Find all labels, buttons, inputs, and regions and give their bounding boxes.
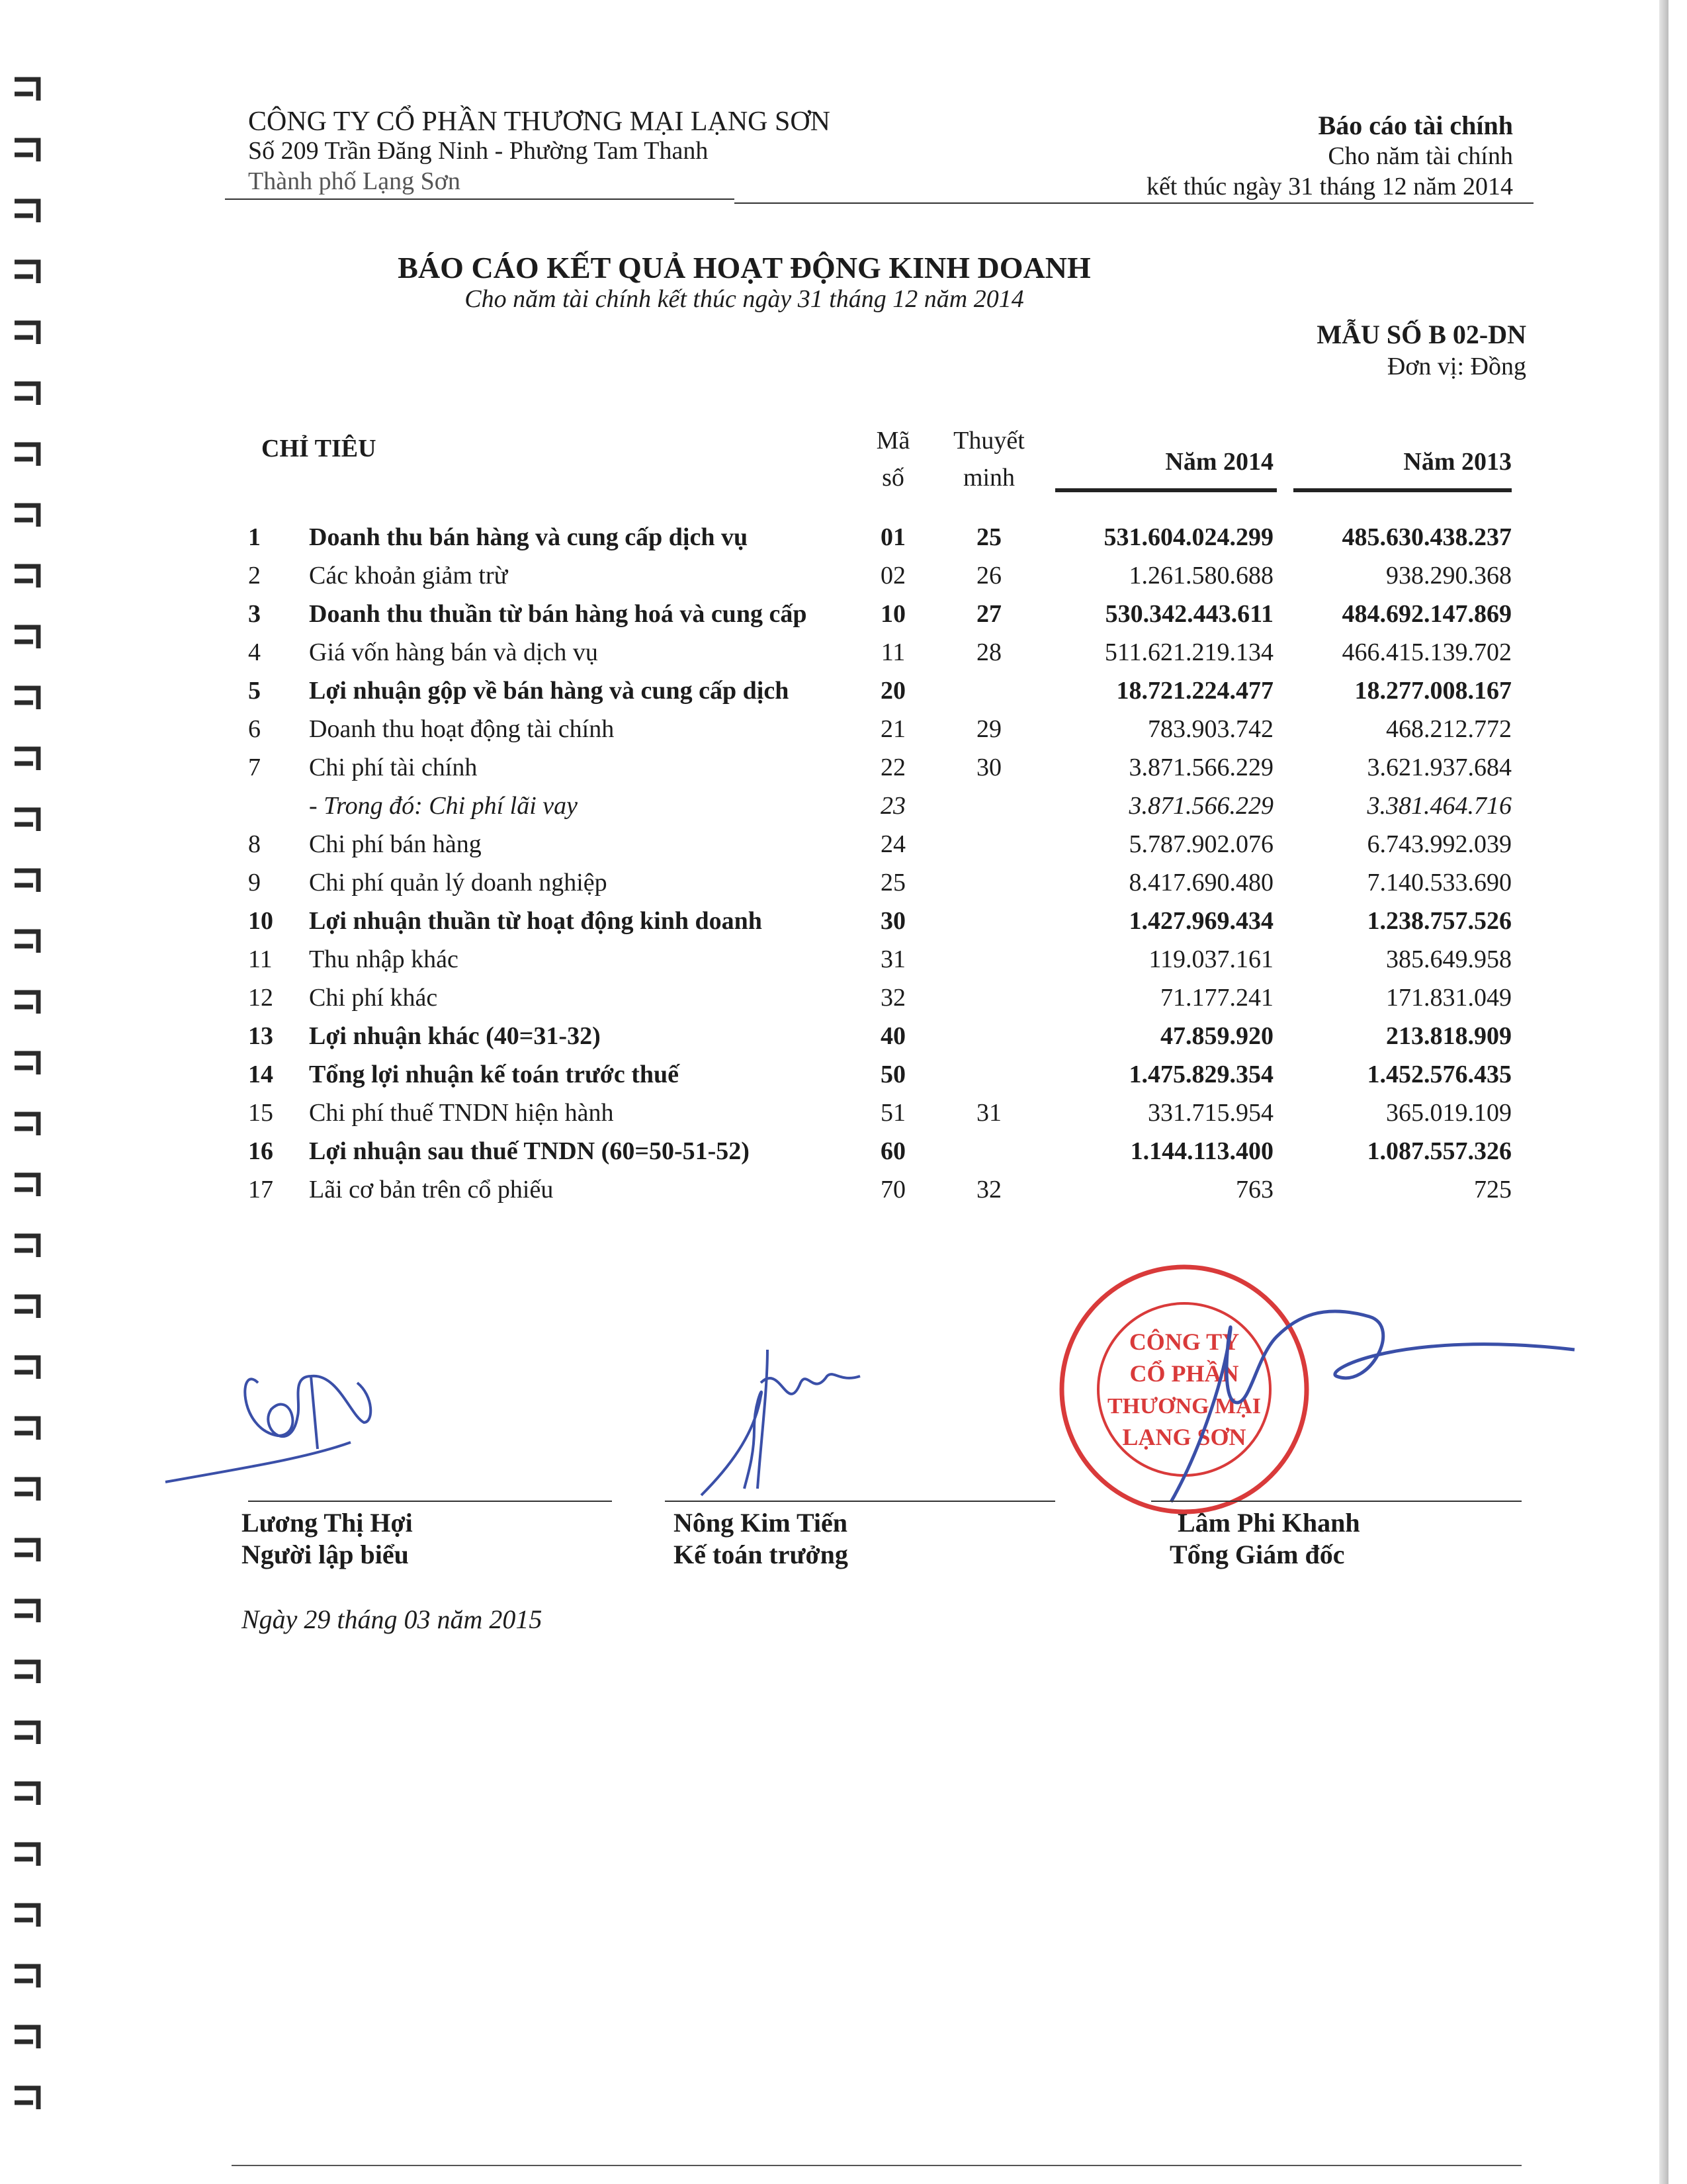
row-item-name: Giá vốn hàng bán và dịch vụ xyxy=(309,638,598,666)
preparer-role: Người lập biểu xyxy=(241,1540,409,1569)
column-header-code xyxy=(860,422,926,496)
row-value-2014: 531.604.024.299 xyxy=(1103,523,1274,551)
column-header-note-line2: minh xyxy=(963,464,1016,492)
row-number: 2 xyxy=(248,562,261,590)
form-code: MẪU SỐ B 02-DN xyxy=(1317,320,1526,349)
table-row xyxy=(248,561,1532,599)
signature-line-director xyxy=(1151,1501,1522,1502)
row-item-name: Chi phí tài chính xyxy=(309,754,478,781)
row-item-name: Doanh thu thuần từ bán hàng hoá và cung cấp xyxy=(309,600,807,628)
table-row xyxy=(248,715,1532,753)
chief-accountant-name: Nông Kim Tiến xyxy=(673,1508,848,1538)
row-value-2014: 119.037.161 xyxy=(1148,945,1274,973)
binder-hole-mark xyxy=(15,627,38,648)
row-code: 60 xyxy=(881,1137,906,1165)
binder-hole-mark xyxy=(15,2027,38,2048)
row-value-2014: 331.715.954 xyxy=(1148,1099,1274,1127)
binder-hole-mark xyxy=(15,810,38,831)
row-item-name: Các khoản giảm trừ xyxy=(309,562,508,590)
scan-edge xyxy=(1659,0,1668,2184)
row-number: 3 xyxy=(248,600,261,628)
row-number: 13 xyxy=(248,1022,273,1050)
row-item-name: Chi phí quản lý doanh nghiệp xyxy=(309,869,607,896)
company-name: CÔNG TY CỔ PHẦN THƯƠNG MẠI LẠNG SƠN xyxy=(248,107,831,137)
table-row xyxy=(248,868,1532,906)
binder-hole-mark xyxy=(15,1358,38,1379)
row-code: 20 xyxy=(881,677,906,705)
binder-hole-mark xyxy=(15,1419,38,1440)
binder-hole-mark xyxy=(15,1723,38,1744)
chief-accountant-role: Kế toán trưởng xyxy=(673,1540,848,1569)
row-item-name: Chi phí thuế TNDN hiện hành xyxy=(309,1099,614,1127)
row-number: 5 xyxy=(248,677,261,705)
general-director-role: Tổng Giám đốc xyxy=(1170,1540,1345,1569)
column-header-rule-2014 xyxy=(1055,488,1277,492)
column-header-note-line1: Thuyết xyxy=(953,427,1025,455)
binder-hole-mark xyxy=(15,201,38,222)
row-value-2013: 725 xyxy=(1474,1176,1512,1203)
row-item-name: Doanh thu hoạt động tài chính xyxy=(309,715,615,743)
row-number: 16 xyxy=(248,1137,273,1165)
row-value-2013: 7.140.533.690 xyxy=(1367,869,1512,896)
page-subtitle: Cho năm tài chính kết thúc ngày 31 tháng 12 năm 2014 xyxy=(464,285,1024,313)
row-item-name: - Trong đó: Chi phí lãi vay xyxy=(309,792,578,820)
table-row xyxy=(248,523,1532,561)
binder-hole-mark xyxy=(15,688,38,709)
binder-hole-mark xyxy=(15,79,38,101)
row-item-name: Chi phí khác xyxy=(309,984,438,1012)
report-type: Báo cáo tài chính xyxy=(1318,110,1513,140)
row-number: 4 xyxy=(248,638,261,666)
table-row xyxy=(248,599,1532,638)
row-value-2014: 8.417.690.480 xyxy=(1129,869,1274,896)
row-value-2014: 1.427.969.434 xyxy=(1129,907,1274,935)
row-note: 31 xyxy=(976,1099,1002,1127)
row-number: 15 xyxy=(248,1099,273,1127)
report-end-date: kết thúc ngày 31 tháng 12 năm 2014 xyxy=(1146,173,1513,200)
row-item-name: Lợi nhuận thuần từ hoạt động kinh doanh xyxy=(309,907,762,935)
row-value-2014: 783.903.742 xyxy=(1148,715,1274,743)
row-value-2014: 5.787.902.076 xyxy=(1129,830,1274,858)
column-header-2014: Năm 2014 xyxy=(1165,448,1274,476)
row-number: 1 xyxy=(248,523,261,551)
binder-holes xyxy=(9,73,49,2163)
preparer-name: Lương Thị Hợi xyxy=(241,1508,413,1538)
row-value-2013: 1.087.557.326 xyxy=(1367,1137,1512,1165)
row-value-2013: 468.212.772 xyxy=(1386,715,1512,743)
column-header-rule-2013 xyxy=(1293,488,1512,492)
stamp-line-2: CỔ PHẦN xyxy=(1129,1360,1239,1387)
signature-line-accountant xyxy=(665,1501,1055,1502)
table-row xyxy=(248,676,1532,715)
row-value-2014: 71.177.241 xyxy=(1160,984,1274,1012)
row-code: 10 xyxy=(881,600,906,628)
table-row xyxy=(248,1022,1532,1060)
table-row xyxy=(248,638,1532,676)
binder-hole-mark xyxy=(15,323,38,344)
row-value-2013: 6.743.992.039 xyxy=(1367,830,1512,858)
row-note: 28 xyxy=(976,638,1002,666)
row-code: 22 xyxy=(881,754,906,781)
row-number: 10 xyxy=(248,907,273,935)
row-note: 26 xyxy=(976,562,1002,590)
table-row xyxy=(248,1060,1532,1098)
table-row xyxy=(248,791,1532,830)
signature-line-preparer xyxy=(248,1501,612,1502)
row-value-2014: 1.144.113.400 xyxy=(1130,1137,1274,1165)
row-code: 40 xyxy=(881,1022,906,1050)
row-note: 27 xyxy=(976,600,1002,628)
binder-hole-mark xyxy=(15,2088,38,2109)
row-value-2013: 484.692.147.869 xyxy=(1342,600,1512,628)
table-row xyxy=(248,945,1532,983)
row-code: 31 xyxy=(881,945,906,973)
row-item-name: Lợi nhuận sau thuế TNDN (60=50-51-52) xyxy=(309,1137,750,1165)
row-code: 50 xyxy=(881,1061,906,1088)
row-value-2013: 485.630.438.237 xyxy=(1342,523,1512,551)
row-number: 6 xyxy=(248,715,261,743)
table-row xyxy=(248,753,1532,791)
row-value-2013: 1.452.576.435 xyxy=(1367,1061,1512,1088)
binder-hole-mark xyxy=(15,932,38,953)
binder-hole-mark xyxy=(15,140,38,161)
row-note: 32 xyxy=(976,1176,1002,1203)
table-row xyxy=(248,1137,1532,1175)
row-note: 30 xyxy=(976,754,1002,781)
row-number: 7 xyxy=(248,754,261,781)
row-value-2013: 1.238.757.526 xyxy=(1367,907,1512,935)
page-bottom-rule xyxy=(232,2165,1522,2166)
binder-hole-mark xyxy=(15,566,38,588)
row-code: 30 xyxy=(881,907,906,935)
binder-hole-mark xyxy=(15,1114,38,1135)
row-value-2013: 938.290.368 xyxy=(1386,562,1512,590)
column-header-note xyxy=(939,422,1039,496)
row-number: 8 xyxy=(248,830,261,858)
row-value-2013: 3.381.464.716 xyxy=(1367,792,1512,820)
row-value-2013: 466.415.139.702 xyxy=(1342,638,1512,666)
binder-hole-mark xyxy=(15,1479,38,1501)
row-number: 12 xyxy=(248,984,273,1012)
table-row xyxy=(248,906,1532,945)
company-city: Thành phố Lạng Sơn xyxy=(248,167,460,195)
row-number: 14 xyxy=(248,1061,273,1088)
row-value-2013: 213.818.909 xyxy=(1386,1022,1512,1050)
binder-hole-mark xyxy=(15,1905,38,1927)
company-stamp xyxy=(1059,1250,1601,1535)
row-code: 51 xyxy=(881,1099,906,1127)
row-item-name: Lợi nhuận khác (40=31-32) xyxy=(309,1022,601,1050)
income-statement-table xyxy=(248,523,1532,1213)
row-code: 21 xyxy=(881,715,906,743)
row-item-name: Tổng lợi nhuận kế toán trước thuế xyxy=(309,1061,679,1088)
binder-hole-mark xyxy=(15,1297,38,1318)
row-item-name: Chi phí bán hàng xyxy=(309,830,482,858)
row-code: 25 xyxy=(881,869,906,896)
row-code: 32 xyxy=(881,984,906,1012)
signature-chief-accountant xyxy=(688,1336,887,1508)
table-row xyxy=(248,1175,1532,1213)
table-row xyxy=(248,1098,1532,1137)
row-value-2014: 47.859.920 xyxy=(1160,1022,1274,1050)
row-item-name: Doanh thu bán hàng và cung cấp dịch vụ xyxy=(309,523,748,551)
stamp-line-3: THƯƠNG MẠI xyxy=(1107,1394,1262,1419)
general-director-name: Lâm Phi Khanh xyxy=(1178,1508,1360,1538)
row-code: 02 xyxy=(881,562,906,590)
stamp-line-4: LẠNG SƠN xyxy=(1122,1424,1246,1450)
binder-hole-mark xyxy=(15,1784,38,1805)
row-number: 11 xyxy=(248,945,273,973)
row-value-2013: 171.831.049 xyxy=(1386,984,1512,1012)
page-title: BÁO CÁO KẾT QUẢ HOẠT ĐỘNG KINH DOANH xyxy=(398,251,1091,284)
row-code: 24 xyxy=(881,830,906,858)
row-item-name: Lãi cơ bản trên cổ phiếu xyxy=(309,1176,554,1203)
row-value-2014: 3.871.566.229 xyxy=(1129,792,1274,820)
row-note: 25 xyxy=(976,523,1002,551)
row-value-2014: 530.342.443.611 xyxy=(1105,600,1274,628)
row-value-2014: 1.475.829.354 xyxy=(1129,1061,1274,1088)
row-number: 9 xyxy=(248,869,261,896)
signing-date: Ngày 29 tháng 03 năm 2015 xyxy=(241,1604,542,1634)
binder-hole-mark xyxy=(15,384,38,405)
binder-hole-mark xyxy=(15,1601,38,1622)
column-header-code-line2: số xyxy=(882,464,904,492)
row-value-2014: 511.621.219.134 xyxy=(1104,638,1274,666)
row-value-2013: 3.621.937.684 xyxy=(1367,754,1512,781)
table-row xyxy=(248,983,1532,1022)
row-code: 01 xyxy=(881,523,906,551)
row-number: 17 xyxy=(248,1176,273,1203)
column-header-item: CHỈ TIÊU xyxy=(261,435,376,462)
column-header-code-line1: Mã xyxy=(876,427,910,455)
header-divider-left xyxy=(225,198,734,200)
column-header-2013: Năm 2013 xyxy=(1403,448,1512,476)
row-value-2014: 3.871.566.229 xyxy=(1129,754,1274,781)
binder-hole-mark xyxy=(15,1540,38,1561)
binder-hole-mark xyxy=(15,871,38,892)
binder-hole-mark xyxy=(15,505,38,527)
row-code: 70 xyxy=(881,1176,906,1203)
binder-hole-mark xyxy=(15,1662,38,1683)
report-period: Cho năm tài chính xyxy=(1328,142,1513,170)
table-row xyxy=(248,830,1532,868)
header-divider-right xyxy=(734,202,1534,204)
binder-hole-mark xyxy=(15,1236,38,1257)
row-value-2014: 18.721.224.477 xyxy=(1116,677,1274,705)
binder-hole-mark xyxy=(15,749,38,770)
binder-hole-mark xyxy=(15,445,38,466)
company-address: Số 209 Trần Đăng Ninh - Phường Tam Thanh xyxy=(248,137,709,165)
row-note: 29 xyxy=(976,715,1002,743)
signature-preparer xyxy=(159,1336,463,1508)
row-value-2013: 18.277.008.167 xyxy=(1354,677,1512,705)
binder-hole-mark xyxy=(15,262,38,283)
binder-hole-mark xyxy=(15,1175,38,1196)
row-code: 11 xyxy=(881,638,906,666)
row-item-name: Thu nhập khác xyxy=(309,945,458,973)
binder-hole-mark xyxy=(15,1966,38,1987)
stamp-line-1: CÔNG TY xyxy=(1129,1329,1240,1355)
row-value-2013: 385.649.958 xyxy=(1386,945,1512,973)
binder-hole-mark xyxy=(15,1053,38,1074)
row-code: 23 xyxy=(881,792,906,820)
row-value-2014: 763 xyxy=(1236,1176,1274,1203)
row-item-name: Lợi nhuận gộp về bán hàng và cung cấp dịch xyxy=(309,677,789,705)
row-value-2013: 365.019.109 xyxy=(1386,1099,1512,1127)
row-value-2014: 1.261.580.688 xyxy=(1129,562,1274,590)
binder-hole-mark xyxy=(15,1845,38,1866)
currency-unit: Đơn vị: Đồng xyxy=(1387,353,1526,380)
binder-hole-mark xyxy=(15,992,38,1014)
